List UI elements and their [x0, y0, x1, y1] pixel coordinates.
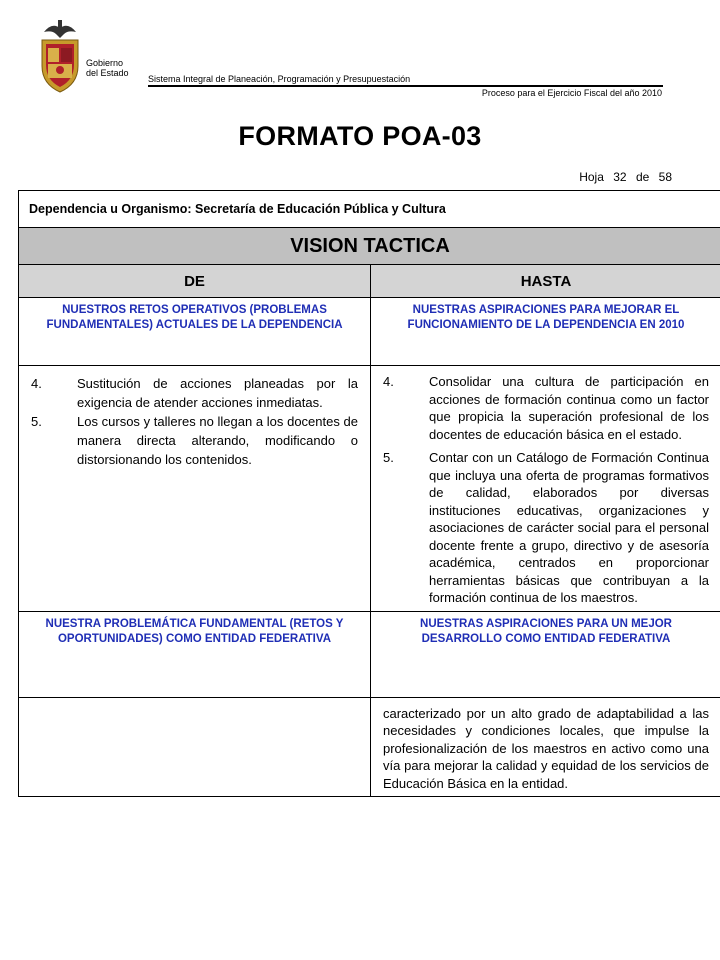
column-header-to: HASTA: [371, 265, 720, 298]
list-item: [383, 373, 709, 443]
government-line-2: del Estado: [86, 68, 129, 78]
sheet-number: [573, 170, 672, 184]
dependency-label: Dependencia u Organismo:: [29, 202, 192, 216]
block2-right-text: caracterizado por un alto grado de adaptabilidad a las necesidades y condiciones locales, que impulse la profesionalización de los maestros en activo como una vía para mejorar la calidad y equidad de los servicios de Educación Básica en la entidad.: [383, 705, 710, 791]
process-label: Proceso para el Ejercicio Fiscal del año 2010: [481, 88, 662, 98]
block1-left-heading: NUESTROS RETOS OPERATIVOS (PROBLEMAS FUNDAMENTALES) ACTUALES DE LA DEPENDENCIA: [19, 298, 371, 366]
list-item: [31, 374, 358, 412]
poa-table: [18, 190, 720, 797]
header-rule: [148, 85, 663, 87]
block1-right-content: [371, 366, 720, 612]
government-line-1: Gobierno: [86, 58, 124, 68]
item-number: 4.: [383, 374, 394, 389]
block2-right-heading: NUESTRAS ASPIRACIONES PARA UN MEJOR DESARROLLO COMO ENTIDAD FEDERATIVA: [371, 611, 720, 697]
block2-left-heading: NUESTRA PROBLEMÁTICA FUNDAMENTAL (RETOS Y OPORTUNIDADES) COMO ENTIDAD FEDERATIVA: [19, 611, 371, 697]
item-number: 4.: [31, 376, 42, 391]
list-item: [31, 412, 358, 469]
item-number: 5.: [383, 450, 394, 465]
item-text: Sustitución de acciones planeadas por la exigencia de atender acciones inmediatas.: [77, 376, 358, 410]
block1-right-heading: NUESTRAS ASPIRACIONES PARA MEJORAR EL FUNCIONAMIENTO DE LA DEPENDENCIA EN 2010: [371, 298, 720, 366]
item-text: Consolidar una cultura de participación en acciones de formación continua como un factor que propicia la superación profesional de los docentes de educación básica en el estado.: [429, 374, 710, 442]
dependency-row: [19, 191, 720, 228]
section-title: VISION TACTICA: [19, 228, 720, 265]
sheet-current: 32: [613, 170, 627, 184]
document-header: [0, 0, 720, 110]
item-text: Los cursos y talleres no llegan a los docentes de manera directa alterando, modificando o distorsionando los contenidos.: [77, 414, 358, 467]
system-name: Sistema Integral de Planeación, Programación y Presupuestación: [148, 74, 411, 84]
government-label: [86, 58, 129, 78]
sheet-label: Hoja: [579, 170, 604, 184]
block2-right-content: [371, 697, 720, 797]
sheet-of: de: [635, 170, 650, 184]
sheet-total: 58: [658, 170, 672, 184]
column-header-from: DE: [19, 265, 371, 298]
state-coat-of-arms-icon: [38, 18, 82, 96]
item-number: 5.: [31, 414, 42, 429]
list-item: [383, 449, 709, 607]
block1-left-content: [19, 366, 371, 612]
dependency-value: Secretaría de Educación Pública y Cultura: [195, 202, 446, 216]
item-text: Contar con un Catálogo de Formación Continua que incluya una oferta de programas formativos de calidad, elaborados por diversas instituciones educativas, organizaciones y asociaciones de carácter social para el personal docente frente a grupo, directivo y de asesoría académica, centrados en proporcionar herramientas básicas que contribuyan a la formación continua de los maestros.: [429, 450, 710, 605]
block2-left-content: [19, 697, 371, 797]
page-title: FORMATO POA-03: [238, 121, 482, 151]
